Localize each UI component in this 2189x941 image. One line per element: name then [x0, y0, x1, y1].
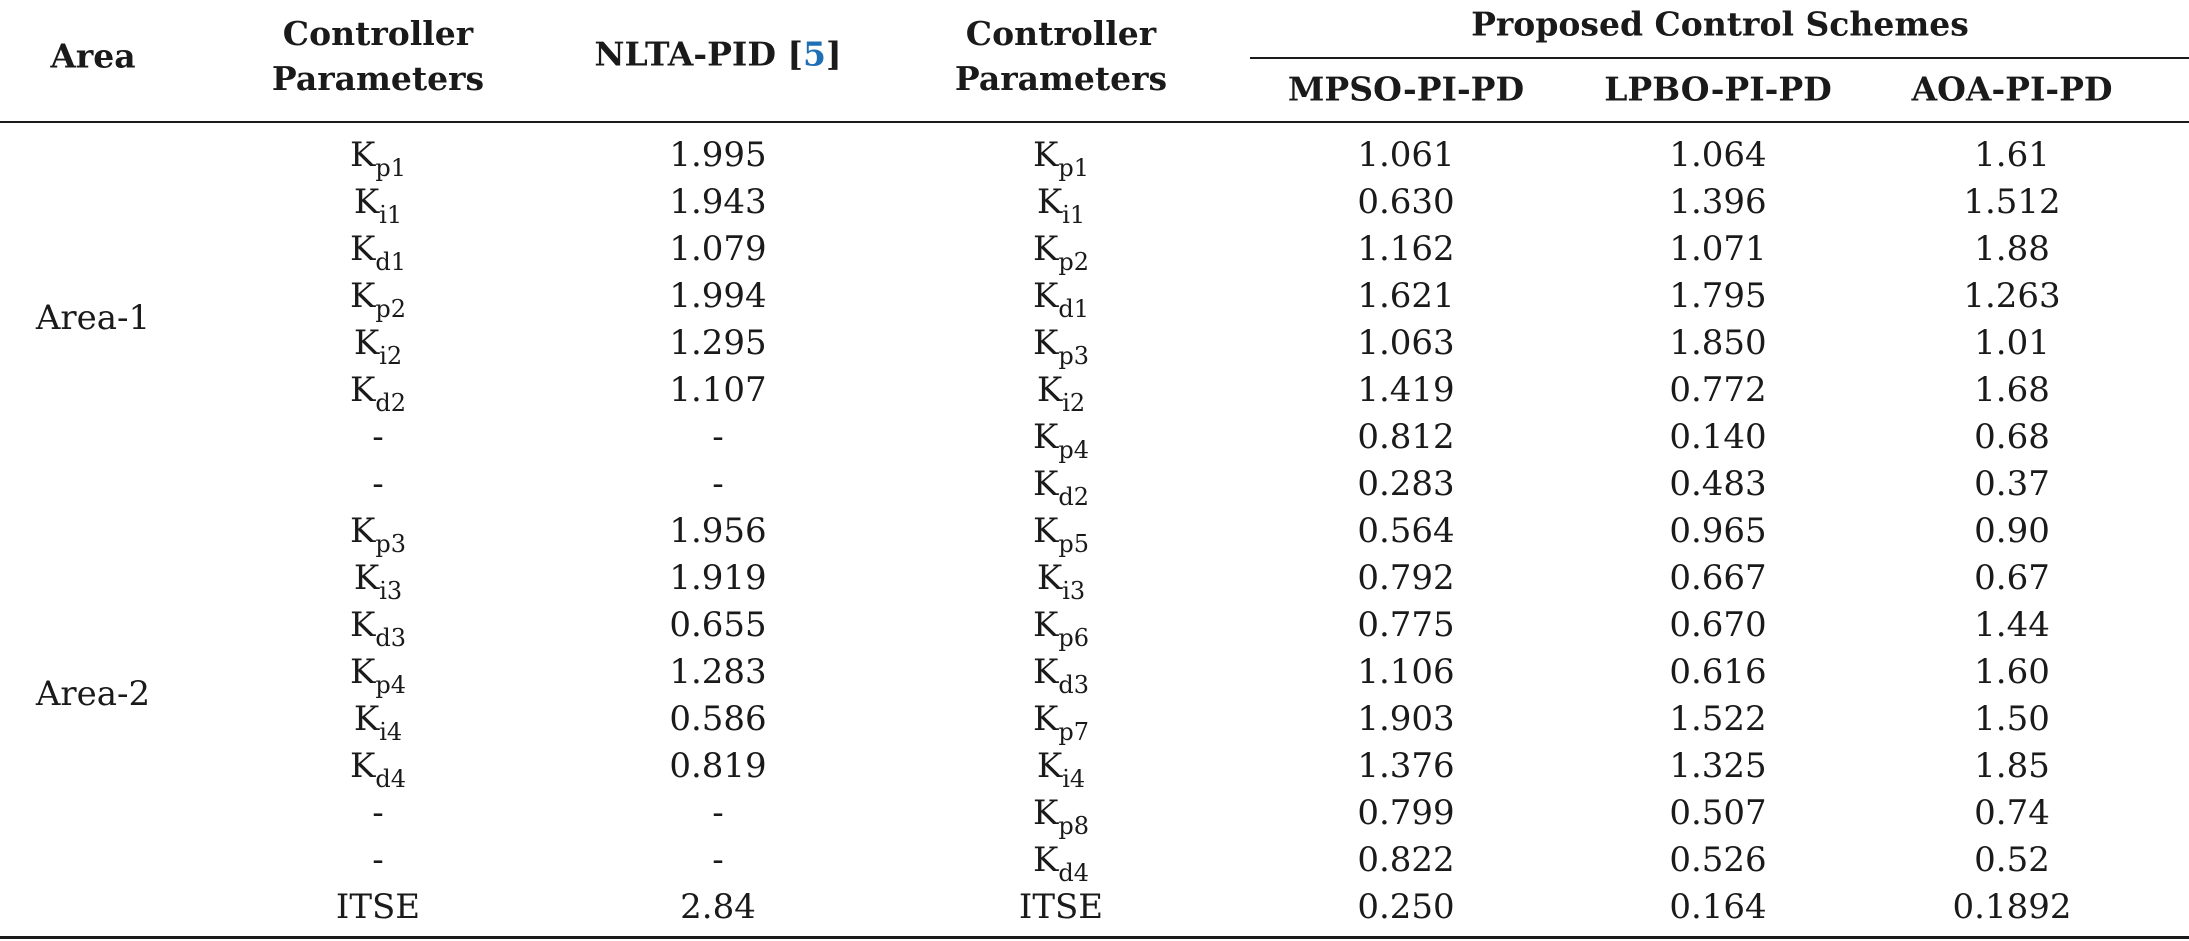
- cell-aoa: 1.85: [1974, 746, 2050, 786]
- cell-lpbo: 1.396: [1669, 182, 1767, 222]
- cell-nlta: -: [712, 417, 724, 457]
- cell-p1: [349, 135, 407, 182]
- cell-mpso: 1.162: [1357, 229, 1455, 269]
- param-subscript: p2: [375, 295, 407, 323]
- cell-p2: [1032, 699, 1090, 746]
- param-subscript: i3: [1062, 577, 1086, 605]
- param-symbol: -: [372, 840, 384, 880]
- header-cp1-line1: Controller: [282, 14, 474, 53]
- cell-aoa: 0.52: [1974, 840, 2050, 880]
- header-cp1-line2: Parameters: [271, 59, 485, 98]
- cell-lpbo: 0.507: [1669, 793, 1767, 833]
- param-subscript: d1: [375, 248, 407, 276]
- header-controller-parameters-1: [272, 11, 484, 101]
- param-subscript: p4: [1058, 436, 1090, 464]
- cell-mpso: 1.061: [1357, 135, 1455, 175]
- param-subscript: i1: [1062, 201, 1086, 229]
- param-subscript: i1: [379, 201, 403, 229]
- param-symbol: K: [1036, 558, 1063, 598]
- cell-mpso: 1.106: [1357, 652, 1455, 692]
- param-symbol: ITSE: [335, 887, 421, 927]
- cell-aoa: 1.01: [1974, 323, 2050, 363]
- cell-p1: [349, 229, 407, 276]
- cell-aoa: 1.61: [1974, 135, 2050, 175]
- cell-nlta: 2.84: [680, 887, 756, 927]
- param-subscript: p8: [1058, 812, 1090, 840]
- param-symbol: K: [1032, 511, 1059, 551]
- param-subscript: d1: [1058, 295, 1090, 323]
- cell-p1: [349, 652, 407, 699]
- cell-aoa: 0.74: [1974, 793, 2050, 833]
- cell-aoa: 0.37: [1974, 464, 2050, 504]
- cell-lpbo: 1.850: [1669, 323, 1767, 363]
- param-subscript: p3: [375, 530, 407, 558]
- param-subscript: d3: [1058, 671, 1090, 699]
- cell-p1: [349, 746, 407, 793]
- cell-p1: [349, 276, 407, 323]
- param-symbol: K: [353, 699, 380, 739]
- area-label-2: Area-2: [35, 674, 151, 714]
- param-subscript: p4: [375, 671, 407, 699]
- param-symbol: -: [372, 417, 384, 457]
- cell-lpbo: 1.071: [1669, 229, 1767, 269]
- cell-lpbo: 0.772: [1669, 370, 1767, 410]
- param-subscript: p7: [1058, 718, 1090, 746]
- param-symbol: K: [349, 276, 376, 316]
- cell-mpso: 1.376: [1357, 746, 1455, 786]
- param-symbol: K: [349, 511, 376, 551]
- cell-p2: [1032, 417, 1090, 464]
- cell-lpbo: 0.667: [1669, 558, 1767, 598]
- cell-p1: [349, 605, 407, 652]
- cell-p1: [349, 511, 407, 558]
- param-subscript: p5: [1058, 530, 1090, 558]
- cell-p2: [1036, 558, 1086, 605]
- param-subscript: d3: [375, 624, 407, 652]
- cell-p2: [1032, 652, 1090, 699]
- bottom-rule: [0, 936, 2189, 939]
- cell-nlta: -: [712, 793, 724, 833]
- param-subscript: d2: [375, 389, 407, 417]
- cell-lpbo: 0.140: [1669, 417, 1767, 457]
- cell-aoa: 1.60: [1974, 652, 2050, 692]
- cell-lpbo: 0.965: [1669, 511, 1767, 551]
- param-symbol: K: [353, 323, 380, 363]
- cell-aoa: 0.68: [1974, 417, 2050, 457]
- cell-p2: [1032, 464, 1090, 511]
- cell-nlta: -: [712, 464, 724, 504]
- header-proposed-control-schemes: Proposed Control Schemes: [1471, 4, 1969, 44]
- param-subscript: i4: [379, 718, 403, 746]
- cell-nlta: 1.995: [669, 135, 767, 175]
- param-symbol: K: [349, 229, 376, 269]
- param-symbol: K: [1032, 652, 1059, 692]
- cell-p2: [1032, 229, 1090, 276]
- param-subscript: i3: [379, 577, 403, 605]
- cell-lpbo: 1.795: [1669, 276, 1767, 316]
- param-subscript: d4: [1058, 859, 1090, 887]
- cell-p1: [336, 887, 420, 927]
- param-symbol: K: [1036, 182, 1063, 222]
- cell-aoa: 0.67: [1974, 558, 2050, 598]
- cell-p1: [372, 464, 384, 504]
- cell-nlta: 1.943: [669, 182, 767, 222]
- header-rule: [0, 121, 2189, 123]
- cell-mpso: 1.063: [1357, 323, 1455, 363]
- cell-nlta: 1.283: [669, 652, 767, 692]
- param-symbol: K: [349, 370, 376, 410]
- cell-lpbo: 0.616: [1669, 652, 1767, 692]
- param-symbol: K: [1032, 699, 1059, 739]
- param-symbol: -: [372, 793, 384, 833]
- param-symbol: K: [1032, 793, 1059, 833]
- cell-lpbo: 0.483: [1669, 464, 1767, 504]
- param-subscript: i4: [1062, 765, 1086, 793]
- cell-p1: [372, 840, 384, 880]
- cell-mpso: 1.903: [1357, 699, 1455, 739]
- top-rule: [1250, 57, 2189, 59]
- cell-p1: [353, 558, 403, 605]
- param-symbol: K: [1032, 323, 1059, 363]
- cell-p1: [372, 793, 384, 833]
- header-cp2-line1: Controller: [965, 14, 1157, 53]
- param-symbol: K: [349, 605, 376, 645]
- cell-mpso: 1.419: [1357, 370, 1455, 410]
- param-symbol: K: [1036, 746, 1063, 786]
- cell-p2: [1032, 793, 1090, 840]
- param-symbol: ITSE: [1018, 887, 1104, 927]
- cell-lpbo: 1.325: [1669, 746, 1767, 786]
- cell-p2: [1036, 746, 1086, 793]
- param-symbol: -: [372, 464, 384, 504]
- cell-p2: [1032, 840, 1090, 887]
- param-symbol: K: [1032, 464, 1059, 504]
- param-symbol: K: [1032, 417, 1059, 457]
- cell-lpbo: 1.522: [1669, 699, 1767, 739]
- cell-p2: [1019, 887, 1103, 927]
- cell-p1: [353, 323, 403, 370]
- cell-nlta: 1.994: [669, 276, 767, 316]
- cell-p2: [1032, 511, 1090, 558]
- cell-lpbo: 1.064: [1669, 135, 1767, 175]
- header-cp2-line2: Parameters: [954, 59, 1168, 98]
- cell-nlta: 0.655: [669, 605, 767, 645]
- cell-p1: [372, 417, 384, 457]
- cell-aoa: 0.90: [1974, 511, 2050, 551]
- cell-nlta: 1.956: [669, 511, 767, 551]
- cell-p1: [353, 699, 403, 746]
- cell-mpso: 0.283: [1357, 464, 1455, 504]
- header-nlta-close: ]: [826, 34, 842, 74]
- param-subscript: d2: [1058, 483, 1090, 511]
- param-subscript: i2: [379, 342, 403, 370]
- cell-mpso: 0.799: [1357, 793, 1455, 833]
- cell-aoa: 0.1892: [1952, 887, 2072, 927]
- param-subscript: p1: [375, 154, 407, 182]
- cell-nlta: 1.919: [669, 558, 767, 598]
- cell-nlta: 1.295: [669, 323, 767, 363]
- cell-mpso: 0.812: [1357, 417, 1455, 457]
- param-subscript: p6: [1058, 624, 1090, 652]
- header-nlta-text: NLTA-PID [: [594, 34, 804, 74]
- cell-mpso: 0.564: [1357, 511, 1455, 551]
- param-symbol: K: [349, 746, 376, 786]
- param-symbol: K: [1032, 605, 1059, 645]
- param-subscript: p2: [1058, 248, 1090, 276]
- param-subscript: i2: [1062, 389, 1086, 417]
- header-aoa-pi-pd: AOA-PI-PD: [1911, 69, 2113, 109]
- cell-aoa: 1.44: [1974, 605, 2050, 645]
- cell-p1: [349, 370, 407, 417]
- cell-mpso: 1.621: [1357, 276, 1455, 316]
- param-symbol: K: [1036, 370, 1063, 410]
- cell-nlta: 0.586: [669, 699, 767, 739]
- param-subscript: p3: [1058, 342, 1090, 370]
- cell-aoa: 1.50: [1974, 699, 2050, 739]
- cell-p2: [1032, 135, 1090, 182]
- cell-aoa: 1.68: [1974, 370, 2050, 410]
- cell-aoa: 1.263: [1963, 276, 2061, 316]
- cell-lpbo: 0.164: [1669, 887, 1767, 927]
- header-controller-parameters-2: [955, 11, 1167, 101]
- cell-p2: [1032, 323, 1090, 370]
- cell-aoa: 1.512: [1963, 182, 2061, 222]
- cell-p2: [1036, 370, 1086, 417]
- cell-aoa: 1.88: [1974, 229, 2050, 269]
- cell-nlta: 0.819: [669, 746, 767, 786]
- param-symbol: K: [1032, 229, 1059, 269]
- cell-p2: [1036, 182, 1086, 229]
- cell-p2: [1032, 276, 1090, 323]
- param-symbol: K: [1032, 840, 1059, 880]
- cell-p1: [353, 182, 403, 229]
- cell-mpso: 0.822: [1357, 840, 1455, 880]
- header-area: Area: [50, 36, 136, 76]
- cell-mpso: 0.630: [1357, 182, 1455, 222]
- citation-link[interactable]: 5: [803, 34, 827, 74]
- header-mpso-pi-pd: MPSO-PI-PD: [1287, 69, 1525, 109]
- cell-p2: [1032, 605, 1090, 652]
- param-subscript: d4: [375, 765, 407, 793]
- param-symbol: K: [349, 135, 376, 175]
- area-label-1: Area-1: [35, 298, 151, 338]
- param-subscript: p1: [1058, 154, 1090, 182]
- param-symbol: K: [353, 182, 380, 222]
- param-symbol: K: [353, 558, 380, 598]
- param-symbol: K: [1032, 276, 1059, 316]
- cell-mpso: 0.250: [1357, 887, 1455, 927]
- param-symbol: K: [1032, 135, 1059, 175]
- cell-nlta: 1.079: [669, 229, 767, 269]
- cell-lpbo: 0.526: [1669, 840, 1767, 880]
- cell-nlta: -: [712, 840, 724, 880]
- cell-lpbo: 0.670: [1669, 605, 1767, 645]
- cell-mpso: 0.775: [1357, 605, 1455, 645]
- param-symbol: K: [349, 652, 376, 692]
- header-nlta-pid: [594, 32, 841, 77]
- cell-nlta: 1.107: [669, 370, 767, 410]
- cell-mpso: 0.792: [1357, 558, 1455, 598]
- header-lpbo-pi-pd: LPBO-PI-PD: [1604, 69, 1832, 109]
